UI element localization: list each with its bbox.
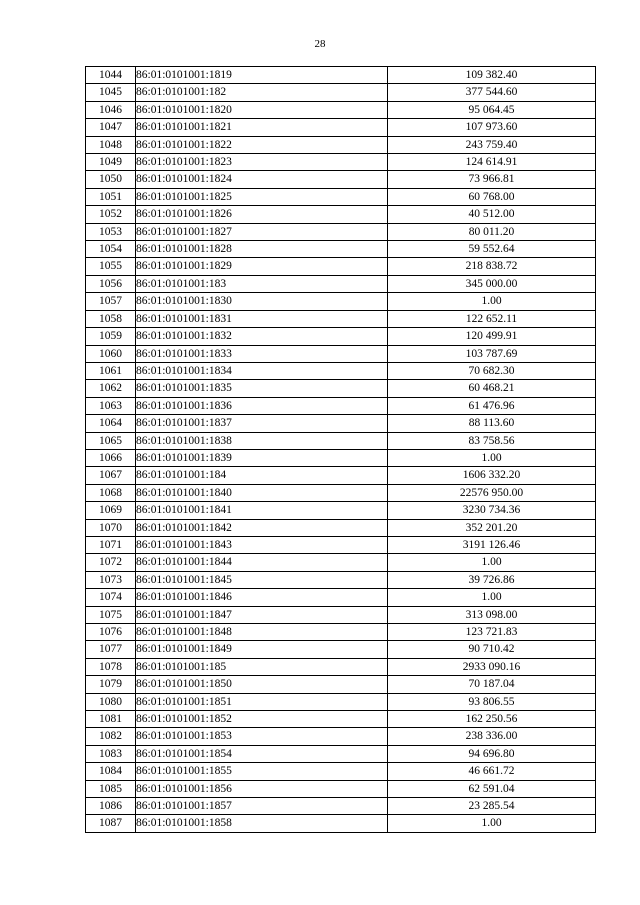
row-number-cell: 1063 <box>86 397 136 414</box>
table-row <box>86 328 596 345</box>
table-row <box>86 275 596 292</box>
table-row <box>86 641 596 658</box>
cadastral-value-cell: 2933 090.16 <box>388 658 596 675</box>
cadastral-value-cell: 120 499.91 <box>388 328 596 345</box>
cadastral-number-cell: 86:01:0101001:1824 <box>136 171 388 188</box>
cadastral-number-cell: 86:01:0101001:1838 <box>136 432 388 449</box>
cadastral-value-cell: 1.00 <box>388 815 596 832</box>
cadastral-number-cell: 86:01:0101001:1829 <box>136 258 388 275</box>
row-number-cell: 1060 <box>86 345 136 362</box>
table-row <box>86 658 596 675</box>
cadastral-value-cell: 95 064.45 <box>388 101 596 118</box>
table-row <box>86 432 596 449</box>
table-row <box>86 554 596 571</box>
table-row <box>86 606 596 623</box>
cadastral-number-cell: 86:01:0101001:1851 <box>136 693 388 710</box>
row-number-cell: 1065 <box>86 432 136 449</box>
cadastral-value-cell: 352 201.20 <box>388 519 596 536</box>
cadastral-value-cell: 60 768.00 <box>388 188 596 205</box>
table-row <box>86 241 596 258</box>
row-number-cell: 1069 <box>86 502 136 519</box>
cadastral-number-cell: 86:01:0101001:1852 <box>136 711 388 728</box>
cadastral-number-cell: 86:01:0101001:1822 <box>136 136 388 153</box>
row-number-cell: 1046 <box>86 101 136 118</box>
cadastral-number-cell: 86:01:0101001:1858 <box>136 815 388 832</box>
row-number-cell: 1048 <box>86 136 136 153</box>
table-row <box>86 415 596 432</box>
cadastral-value-cell: 61 476.96 <box>388 397 596 414</box>
table-row <box>86 223 596 240</box>
cadastral-number-cell: 86:01:0101001:1855 <box>136 763 388 780</box>
table-row <box>86 119 596 136</box>
cadastral-number-cell: 86:01:0101001:1820 <box>136 101 388 118</box>
cadastral-number-cell: 86:01:0101001:1844 <box>136 554 388 571</box>
cadastral-number-cell: 86:01:0101001:1834 <box>136 362 388 379</box>
table-row <box>86 693 596 710</box>
row-number-cell: 1053 <box>86 223 136 240</box>
cadastral-value-cell: 377 544.60 <box>388 84 596 101</box>
cadastral-value-cell: 1.00 <box>388 293 596 310</box>
row-number-cell: 1058 <box>86 310 136 327</box>
cadastral-value-cell: 70 187.04 <box>388 676 596 693</box>
cadastral-number-cell: 86:01:0101001:185 <box>136 658 388 675</box>
cadastral-number-cell: 86:01:0101001:1846 <box>136 589 388 606</box>
cadastral-number-cell: 86:01:0101001:1853 <box>136 728 388 745</box>
cadastral-value-cell: 1.00 <box>388 449 596 466</box>
row-number-cell: 1059 <box>86 328 136 345</box>
cadastral-number-cell: 86:01:0101001:1835 <box>136 380 388 397</box>
cadastral-number-cell: 86:01:0101001:1854 <box>136 745 388 762</box>
cadastral-number-cell: 86:01:0101001:184 <box>136 467 388 484</box>
table-row <box>86 188 596 205</box>
table-row <box>86 484 596 501</box>
row-number-cell: 1050 <box>86 171 136 188</box>
cadastral-number-cell: 86:01:0101001:1830 <box>136 293 388 310</box>
cadastral-number-cell: 86:01:0101001:1856 <box>136 780 388 797</box>
table-row <box>86 345 596 362</box>
cadastral-value-cell: 1.00 <box>388 589 596 606</box>
table-row <box>86 362 596 379</box>
table-row <box>86 397 596 414</box>
row-number-cell: 1077 <box>86 641 136 658</box>
cadastral-value-cell: 109 382.40 <box>388 67 596 84</box>
row-number-cell: 1044 <box>86 67 136 84</box>
cadastral-value-cell: 93 806.55 <box>388 693 596 710</box>
row-number-cell: 1084 <box>86 763 136 780</box>
cadastral-number-cell: 86:01:0101001:1840 <box>136 484 388 501</box>
cadastral-number-cell: 86:01:0101001:1833 <box>136 345 388 362</box>
table-body <box>86 67 596 833</box>
cadastral-value-cell: 123 721.83 <box>388 624 596 641</box>
table-row <box>86 84 596 101</box>
page-number: 28 <box>314 38 326 50</box>
cadastral-number-cell: 86:01:0101001:1819 <box>136 67 388 84</box>
cadastral-value-cell: 94 696.80 <box>388 745 596 762</box>
row-number-cell: 1081 <box>86 711 136 728</box>
row-number-cell: 1068 <box>86 484 136 501</box>
table-row <box>86 519 596 536</box>
table-row <box>86 815 596 832</box>
cadastral-number-cell: 86:01:0101001:1843 <box>136 536 388 553</box>
cadastral-number-cell: 86:01:0101001:1821 <box>136 119 388 136</box>
cadastral-number-cell: 86:01:0101001:1828 <box>136 241 388 258</box>
cadastral-number-cell: 86:01:0101001:183 <box>136 275 388 292</box>
cadastral-value-cell: 62 591.04 <box>388 780 596 797</box>
row-number-cell: 1083 <box>86 745 136 762</box>
row-number-cell: 1073 <box>86 571 136 588</box>
table-row <box>86 467 596 484</box>
cadastral-value-cell: 122 652.11 <box>388 310 596 327</box>
cadastral-value-cell: 313 098.00 <box>388 606 596 623</box>
cadastral-value-cell: 46 661.72 <box>388 763 596 780</box>
row-number-cell: 1086 <box>86 798 136 815</box>
table-row <box>86 101 596 118</box>
table-row <box>86 67 596 84</box>
table-row <box>86 536 596 553</box>
table-row <box>86 154 596 171</box>
row-number-cell: 1054 <box>86 241 136 258</box>
row-number-cell: 1066 <box>86 449 136 466</box>
row-number-cell: 1051 <box>86 188 136 205</box>
cadastral-value-cell: 107 973.60 <box>388 119 596 136</box>
table-row <box>86 763 596 780</box>
cadastral-value-cell: 80 011.20 <box>388 223 596 240</box>
cadastral-number-cell: 86:01:0101001:1831 <box>136 310 388 327</box>
cadastral-value-cell: 103 787.69 <box>388 345 596 362</box>
cadastral-value-cell: 59 552.64 <box>388 241 596 258</box>
table-row <box>86 676 596 693</box>
cadastral-number-cell: 86:01:0101001:1857 <box>136 798 388 815</box>
row-number-cell: 1052 <box>86 206 136 223</box>
row-number-cell: 1076 <box>86 624 136 641</box>
cadastral-value-cell: 60 468.21 <box>388 380 596 397</box>
row-number-cell: 1045 <box>86 84 136 101</box>
row-number-cell: 1079 <box>86 676 136 693</box>
table-row <box>86 258 596 275</box>
cadastral-value-cell: 243 759.40 <box>388 136 596 153</box>
row-number-cell: 1067 <box>86 467 136 484</box>
table-row <box>86 624 596 641</box>
cadastral-value-cell: 23 285.54 <box>388 798 596 815</box>
cadastral-value-cell: 238 336.00 <box>388 728 596 745</box>
cadastral-value-cell: 88 113.60 <box>388 415 596 432</box>
cadastral-value-cell: 1606 332.20 <box>388 467 596 484</box>
table-row <box>86 206 596 223</box>
row-number-cell: 1047 <box>86 119 136 136</box>
cadastral-value-cell: 40 512.00 <box>388 206 596 223</box>
cadastral-number-cell: 86:01:0101001:1849 <box>136 641 388 658</box>
cadastral-value-cell: 124 614.91 <box>388 154 596 171</box>
cadastral-value-cell: 90 710.42 <box>388 641 596 658</box>
table-row <box>86 293 596 310</box>
cadastral-value-cell: 218 838.72 <box>388 258 596 275</box>
cadastral-number-cell: 86:01:0101001:1842 <box>136 519 388 536</box>
cadastral-number-cell: 86:01:0101001:1826 <box>136 206 388 223</box>
table-row <box>86 798 596 815</box>
row-number-cell: 1064 <box>86 415 136 432</box>
cadastral-number-cell: 86:01:0101001:1827 <box>136 223 388 240</box>
cadastral-value-cell: 3191 126.46 <box>388 536 596 553</box>
row-number-cell: 1074 <box>86 589 136 606</box>
row-number-cell: 1071 <box>86 536 136 553</box>
table-row <box>86 589 596 606</box>
table-row <box>86 728 596 745</box>
cadastral-value-cell: 39 726.86 <box>388 571 596 588</box>
row-number-cell: 1049 <box>86 154 136 171</box>
row-number-cell: 1055 <box>86 258 136 275</box>
row-number-cell: 1075 <box>86 606 136 623</box>
row-number-cell: 1056 <box>86 275 136 292</box>
table-row <box>86 780 596 797</box>
cadastral-value-table <box>85 66 596 833</box>
cadastral-value-cell: 3230 734.36 <box>388 502 596 519</box>
cadastral-value-cell: 162 250.56 <box>388 711 596 728</box>
table-row <box>86 449 596 466</box>
table-row <box>86 711 596 728</box>
cadastral-number-cell: 86:01:0101001:1845 <box>136 571 388 588</box>
cadastral-number-cell: 86:01:0101001:1847 <box>136 606 388 623</box>
cadastral-number-cell: 86:01:0101001:1841 <box>136 502 388 519</box>
row-number-cell: 1070 <box>86 519 136 536</box>
table-row <box>86 745 596 762</box>
row-number-cell: 1057 <box>86 293 136 310</box>
cadastral-value-cell: 73 966.81 <box>388 171 596 188</box>
cadastral-number-cell: 86:01:0101001:1837 <box>136 415 388 432</box>
table-row <box>86 136 596 153</box>
cadastral-value-cell: 1.00 <box>388 554 596 571</box>
table-row <box>86 380 596 397</box>
row-number-cell: 1078 <box>86 658 136 675</box>
row-number-cell: 1080 <box>86 693 136 710</box>
table-row <box>86 171 596 188</box>
cadastral-number-cell: 86:01:0101001:1850 <box>136 676 388 693</box>
cadastral-number-cell: 86:01:0101001:1836 <box>136 397 388 414</box>
cadastral-number-cell: 86:01:0101001:1823 <box>136 154 388 171</box>
row-number-cell: 1062 <box>86 380 136 397</box>
cadastral-number-cell: 86:01:0101001:1839 <box>136 449 388 466</box>
row-number-cell: 1085 <box>86 780 136 797</box>
row-number-cell: 1087 <box>86 815 136 832</box>
cadastral-value-cell: 345 000.00 <box>388 275 596 292</box>
row-number-cell: 1072 <box>86 554 136 571</box>
cadastral-value-cell: 83 758.56 <box>388 432 596 449</box>
cadastral-number-cell: 86:01:0101001:182 <box>136 84 388 101</box>
table-row <box>86 502 596 519</box>
cadastral-number-cell: 86:01:0101001:1825 <box>136 188 388 205</box>
cadastral-value-cell: 70 682.30 <box>388 362 596 379</box>
cadastral-number-cell: 86:01:0101001:1848 <box>136 624 388 641</box>
table-row <box>86 571 596 588</box>
row-number-cell: 1082 <box>86 728 136 745</box>
table-row <box>86 310 596 327</box>
row-number-cell: 1061 <box>86 362 136 379</box>
cadastral-number-cell: 86:01:0101001:1832 <box>136 328 388 345</box>
cadastral-value-cell: 22576 950.00 <box>388 484 596 501</box>
